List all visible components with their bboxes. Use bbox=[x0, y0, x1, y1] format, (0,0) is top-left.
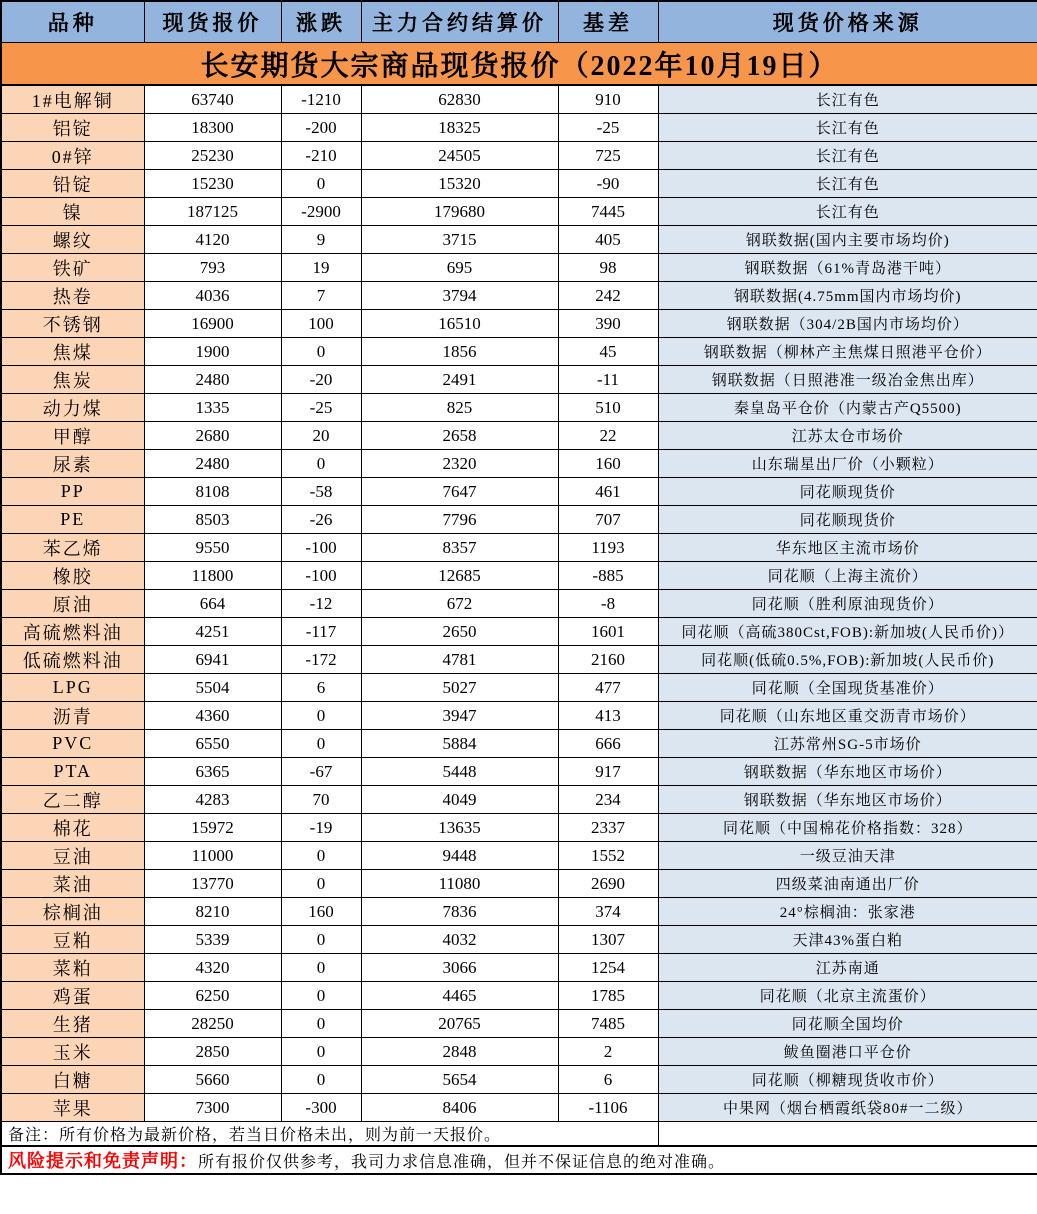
spot-price: 18300 bbox=[144, 114, 281, 142]
settlement-price: 8357 bbox=[361, 534, 558, 562]
spot-price: 4320 bbox=[144, 954, 281, 982]
basis-value: -8 bbox=[558, 590, 658, 618]
price-source: 钢联数据（华东地区市场价） bbox=[658, 758, 1037, 786]
price-change: -200 bbox=[281, 114, 361, 142]
settlement-price: 7836 bbox=[361, 898, 558, 926]
table-row bbox=[1, 590, 1037, 618]
price-source: 同花顺现货价 bbox=[658, 478, 1037, 506]
settlement-price: 5027 bbox=[361, 674, 558, 702]
basis-value: 405 bbox=[558, 226, 658, 254]
table-row bbox=[1, 898, 1037, 926]
spot-price: 8210 bbox=[144, 898, 281, 926]
price-source: 山东瑞星出厂价（小颗粒） bbox=[658, 450, 1037, 478]
table-row bbox=[1, 954, 1037, 982]
price-change: 0 bbox=[281, 1010, 361, 1038]
product-name: 铁矿 bbox=[1, 254, 144, 282]
table-row bbox=[1, 786, 1037, 814]
basis-value: 242 bbox=[558, 282, 658, 310]
table-row bbox=[1, 85, 1037, 114]
spot-price: 5504 bbox=[144, 674, 281, 702]
product-name: 螺纹 bbox=[1, 226, 144, 254]
settlement-price: 24505 bbox=[361, 142, 558, 170]
price-source: 钢联数据（华东地区市场价） bbox=[658, 786, 1037, 814]
price-change: 100 bbox=[281, 310, 361, 338]
basis-value: 6 bbox=[558, 1066, 658, 1094]
column-header-variety: 品种 bbox=[1, 1, 144, 43]
price-change: 0 bbox=[281, 170, 361, 198]
price-change: 0 bbox=[281, 982, 361, 1010]
price-change: 0 bbox=[281, 926, 361, 954]
table-row bbox=[1, 1010, 1037, 1038]
spot-price: 11800 bbox=[144, 562, 281, 590]
settlement-price: 15320 bbox=[361, 170, 558, 198]
price-change: 6 bbox=[281, 674, 361, 702]
basis-value: -11 bbox=[558, 366, 658, 394]
product-name: 菜油 bbox=[1, 870, 144, 898]
product-name: 焦炭 bbox=[1, 366, 144, 394]
spot-price: 16900 bbox=[144, 310, 281, 338]
settlement-price: 825 bbox=[361, 394, 558, 422]
price-change: -67 bbox=[281, 758, 361, 786]
basis-value: 1785 bbox=[558, 982, 658, 1010]
table-row bbox=[1, 338, 1037, 366]
table-body bbox=[1, 85, 1037, 1122]
basis-value: 390 bbox=[558, 310, 658, 338]
spot-price: 6941 bbox=[144, 646, 281, 674]
product-name: 尿素 bbox=[1, 450, 144, 478]
price-source: 钢联数据（柳林产主焦煤日照港平仓价） bbox=[658, 338, 1037, 366]
spot-price: 25230 bbox=[144, 142, 281, 170]
basis-value: 725 bbox=[558, 142, 658, 170]
table-row bbox=[1, 422, 1037, 450]
spot-price: 1900 bbox=[144, 338, 281, 366]
basis-value: 477 bbox=[558, 674, 658, 702]
settlement-price: 5448 bbox=[361, 758, 558, 786]
settlement-price: 2491 bbox=[361, 366, 558, 394]
product-name: 低硫燃料油 bbox=[1, 646, 144, 674]
basis-value: 234 bbox=[558, 786, 658, 814]
settlement-price: 7647 bbox=[361, 478, 558, 506]
price-source: 钢联数据（304/2B国内市场均价） bbox=[658, 310, 1037, 338]
price-source: 长江有色 bbox=[658, 114, 1037, 142]
price-change: 0 bbox=[281, 702, 361, 730]
basis-value: 7485 bbox=[558, 1010, 658, 1038]
product-name: 白糖 bbox=[1, 1066, 144, 1094]
product-name: PE bbox=[1, 506, 144, 534]
disclaimer-text: 所有报价仅供参考，我司力求信息准确，但并不保证信息的绝对准确。 bbox=[198, 1154, 726, 1171]
price-change: -210 bbox=[281, 142, 361, 170]
price-source: 24°棕榈油：张家港 bbox=[658, 898, 1037, 926]
settlement-price: 62830 bbox=[361, 85, 558, 114]
table-row bbox=[1, 926, 1037, 954]
settlement-price: 2848 bbox=[361, 1038, 558, 1066]
spot-price: 4360 bbox=[144, 702, 281, 730]
table-row bbox=[1, 198, 1037, 226]
price-source: 钢联数据（日照港准一级冶金焦出库） bbox=[658, 366, 1037, 394]
price-source: 长江有色 bbox=[658, 170, 1037, 198]
price-source: 同花顺（胜利原油现货价） bbox=[658, 590, 1037, 618]
product-name: 高硫燃料油 bbox=[1, 618, 144, 646]
basis-value: 917 bbox=[558, 758, 658, 786]
price-source: 鲅鱼圈港口平仓价 bbox=[658, 1038, 1037, 1066]
page-title: 长安期货大宗商品现货报价（2022年10月19日） bbox=[1, 43, 1037, 86]
price-change: 70 bbox=[281, 786, 361, 814]
table-row bbox=[1, 758, 1037, 786]
price-source: 同花顺（中国棉花价格指数：328） bbox=[658, 814, 1037, 842]
settlement-price: 3794 bbox=[361, 282, 558, 310]
table-row bbox=[1, 674, 1037, 702]
product-name: 棉花 bbox=[1, 814, 144, 842]
settlement-price: 2320 bbox=[361, 450, 558, 478]
spot-price: 187125 bbox=[144, 198, 281, 226]
settlement-price: 1856 bbox=[361, 338, 558, 366]
price-source: 同花顺（山东地区重交沥青市场价） bbox=[658, 702, 1037, 730]
table-row bbox=[1, 366, 1037, 394]
table-row bbox=[1, 226, 1037, 254]
settlement-price: 20765 bbox=[361, 1010, 558, 1038]
basis-value: 1193 bbox=[558, 534, 658, 562]
spot-price: 28250 bbox=[144, 1010, 281, 1038]
product-name: 菜粕 bbox=[1, 954, 144, 982]
price-source: 天津43%蛋白粕 bbox=[658, 926, 1037, 954]
table-row bbox=[1, 730, 1037, 758]
note-empty-cell bbox=[658, 1122, 1037, 1147]
settlement-price: 8406 bbox=[361, 1094, 558, 1122]
spot-price: 13770 bbox=[144, 870, 281, 898]
table-row bbox=[1, 450, 1037, 478]
title-section bbox=[1, 43, 1037, 86]
spot-price: 2480 bbox=[144, 366, 281, 394]
table-row bbox=[1, 982, 1037, 1010]
settlement-price: 7796 bbox=[361, 506, 558, 534]
price-change: -100 bbox=[281, 562, 361, 590]
price-source: 钢联数据（61%青岛港干吨） bbox=[658, 254, 1037, 282]
title-row bbox=[1, 43, 1037, 86]
product-name: 鸡蛋 bbox=[1, 982, 144, 1010]
basis-value: -1106 bbox=[558, 1094, 658, 1122]
price-source: 钢联数据(国内主要市场均价) bbox=[658, 226, 1037, 254]
product-name: 豆粕 bbox=[1, 926, 144, 954]
product-name: 沥青 bbox=[1, 702, 144, 730]
price-source: 华东地区主流市场价 bbox=[658, 534, 1037, 562]
spot-price: 793 bbox=[144, 254, 281, 282]
table-row bbox=[1, 842, 1037, 870]
price-change: 0 bbox=[281, 1038, 361, 1066]
price-source: 长江有色 bbox=[658, 142, 1037, 170]
basis-value: 2337 bbox=[558, 814, 658, 842]
product-name: 乙二醇 bbox=[1, 786, 144, 814]
product-name: 橡胶 bbox=[1, 562, 144, 590]
price-source: 江苏南通 bbox=[658, 954, 1037, 982]
column-header-spot-price: 现货报价 bbox=[144, 1, 281, 43]
spot-price: 6365 bbox=[144, 758, 281, 786]
spot-price: 6250 bbox=[144, 982, 281, 1010]
product-name: 豆油 bbox=[1, 842, 144, 870]
disclaimer-cell bbox=[1, 1146, 1037, 1174]
disclaimer-row bbox=[1, 1146, 1037, 1174]
product-name: 热卷 bbox=[1, 282, 144, 310]
settlement-price: 16510 bbox=[361, 310, 558, 338]
spot-price: 2850 bbox=[144, 1038, 281, 1066]
price-change: -25 bbox=[281, 394, 361, 422]
product-name: 铅锭 bbox=[1, 170, 144, 198]
price-source: 同花顺(低硫0.5%,FOB):新加坡(人民币价) bbox=[658, 646, 1037, 674]
settlement-price: 13635 bbox=[361, 814, 558, 842]
disclaimer-label: 风险提示和免责声明： bbox=[8, 1151, 198, 1171]
basis-value: 1552 bbox=[558, 842, 658, 870]
settlement-price: 3066 bbox=[361, 954, 558, 982]
settlement-price: 672 bbox=[361, 590, 558, 618]
header-row bbox=[1, 1, 1037, 43]
price-change: -2900 bbox=[281, 198, 361, 226]
product-name: 动力煤 bbox=[1, 394, 144, 422]
spot-price: 4283 bbox=[144, 786, 281, 814]
basis-value: -90 bbox=[558, 170, 658, 198]
basis-value: 160 bbox=[558, 450, 658, 478]
spot-price: 9550 bbox=[144, 534, 281, 562]
price-change: 0 bbox=[281, 954, 361, 982]
basis-value: 461 bbox=[558, 478, 658, 506]
price-change: 19 bbox=[281, 254, 361, 282]
settlement-price: 695 bbox=[361, 254, 558, 282]
price-change: -26 bbox=[281, 506, 361, 534]
basis-value: -885 bbox=[558, 562, 658, 590]
spot-price: 8108 bbox=[144, 478, 281, 506]
spot-price: 5660 bbox=[144, 1066, 281, 1094]
basis-value: 98 bbox=[558, 254, 658, 282]
price-source: 同花顺现货价 bbox=[658, 506, 1037, 534]
product-name: 棕榈油 bbox=[1, 898, 144, 926]
basis-value: 374 bbox=[558, 898, 658, 926]
price-change: -100 bbox=[281, 534, 361, 562]
table-footer bbox=[1, 1122, 1037, 1175]
product-name: 镍 bbox=[1, 198, 144, 226]
settlement-price: 5654 bbox=[361, 1066, 558, 1094]
basis-value: 910 bbox=[558, 85, 658, 114]
settlement-price: 4032 bbox=[361, 926, 558, 954]
price-change: 0 bbox=[281, 1066, 361, 1094]
price-change: 9 bbox=[281, 226, 361, 254]
price-change: 0 bbox=[281, 870, 361, 898]
price-source: 秦皇岛平仓价（内蒙古产Q5500) bbox=[658, 394, 1037, 422]
price-source: 同花顺（柳糖现货收市价） bbox=[658, 1066, 1037, 1094]
spot-price: 11000 bbox=[144, 842, 281, 870]
settlement-price: 4049 bbox=[361, 786, 558, 814]
table-row bbox=[1, 618, 1037, 646]
basis-value: -25 bbox=[558, 114, 658, 142]
spot-price: 63740 bbox=[144, 85, 281, 114]
spot-price: 4251 bbox=[144, 618, 281, 646]
spot-price: 6550 bbox=[144, 730, 281, 758]
table-row bbox=[1, 1066, 1037, 1094]
spot-price: 7300 bbox=[144, 1094, 281, 1122]
basis-value: 510 bbox=[558, 394, 658, 422]
spot-price: 2480 bbox=[144, 450, 281, 478]
price-source: 长江有色 bbox=[658, 85, 1037, 114]
product-name: LPG bbox=[1, 674, 144, 702]
table-row bbox=[1, 870, 1037, 898]
table-header bbox=[1, 1, 1037, 43]
basis-value: 7445 bbox=[558, 198, 658, 226]
price-change: -300 bbox=[281, 1094, 361, 1122]
settlement-price: 18325 bbox=[361, 114, 558, 142]
price-change: 20 bbox=[281, 422, 361, 450]
column-header-change: 涨跌 bbox=[281, 1, 361, 43]
price-change: -12 bbox=[281, 590, 361, 618]
spot-price: 5339 bbox=[144, 926, 281, 954]
price-source: 江苏太仓市场价 bbox=[658, 422, 1037, 450]
table-row bbox=[1, 702, 1037, 730]
settlement-price: 2650 bbox=[361, 618, 558, 646]
settlement-price: 3715 bbox=[361, 226, 558, 254]
price-source: 钢联数据(4.75mm国内市场均价) bbox=[658, 282, 1037, 310]
table-row bbox=[1, 506, 1037, 534]
price-source: 中果网（烟台栖霞纸袋80#一二级） bbox=[658, 1094, 1037, 1122]
table-row bbox=[1, 646, 1037, 674]
table-row bbox=[1, 114, 1037, 142]
product-name: PVC bbox=[1, 730, 144, 758]
price-change: 160 bbox=[281, 898, 361, 926]
basis-value: 2690 bbox=[558, 870, 658, 898]
price-change: 0 bbox=[281, 338, 361, 366]
settlement-price: 4465 bbox=[361, 982, 558, 1010]
product-name: 苯乙烯 bbox=[1, 534, 144, 562]
table-row bbox=[1, 1094, 1037, 1122]
spot-price: 15230 bbox=[144, 170, 281, 198]
price-source: 江苏常州SG-5市场价 bbox=[658, 730, 1037, 758]
table-row bbox=[1, 142, 1037, 170]
note-text: 备注：所有价格为最新价格，若当日价格未出，则为前一天报价。 bbox=[1, 1122, 658, 1147]
price-change: 0 bbox=[281, 450, 361, 478]
basis-value: 22 bbox=[558, 422, 658, 450]
product-name: 不锈钢 bbox=[1, 310, 144, 338]
spot-price: 8503 bbox=[144, 506, 281, 534]
price-change: -20 bbox=[281, 366, 361, 394]
price-source: 一级豆油天津 bbox=[658, 842, 1037, 870]
price-source: 四级菜油南通出厂价 bbox=[658, 870, 1037, 898]
price-change: -1210 bbox=[281, 85, 361, 114]
basis-value: 1307 bbox=[558, 926, 658, 954]
basis-value: 2 bbox=[558, 1038, 658, 1066]
product-name: 0#锌 bbox=[1, 142, 144, 170]
product-name: 苹果 bbox=[1, 1094, 144, 1122]
table-row bbox=[1, 394, 1037, 422]
basis-value: 707 bbox=[558, 506, 658, 534]
price-source: 长江有色 bbox=[658, 198, 1037, 226]
basis-value: 666 bbox=[558, 730, 658, 758]
price-change: -58 bbox=[281, 478, 361, 506]
basis-value: 45 bbox=[558, 338, 658, 366]
spot-price: 4036 bbox=[144, 282, 281, 310]
price-change: 0 bbox=[281, 842, 361, 870]
spot-price: 2680 bbox=[144, 422, 281, 450]
table-row bbox=[1, 254, 1037, 282]
settlement-price: 3947 bbox=[361, 702, 558, 730]
table-row bbox=[1, 814, 1037, 842]
spot-price: 15972 bbox=[144, 814, 281, 842]
column-header-source: 现货价格来源 bbox=[658, 1, 1037, 43]
price-source: 同花顺（全国现货基准价） bbox=[658, 674, 1037, 702]
spot-price: 1335 bbox=[144, 394, 281, 422]
product-name: 生猪 bbox=[1, 1010, 144, 1038]
table-row bbox=[1, 534, 1037, 562]
price-source: 同花顺（北京主流蛋价） bbox=[658, 982, 1037, 1010]
product-name: 焦煤 bbox=[1, 338, 144, 366]
product-name: PTA bbox=[1, 758, 144, 786]
table-row bbox=[1, 478, 1037, 506]
price-change: 0 bbox=[281, 730, 361, 758]
basis-value: 1254 bbox=[558, 954, 658, 982]
price-source: 同花顺（上海主流价） bbox=[658, 562, 1037, 590]
settlement-price: 9448 bbox=[361, 842, 558, 870]
spot-price: 664 bbox=[144, 590, 281, 618]
spot-price: 4120 bbox=[144, 226, 281, 254]
table-row bbox=[1, 562, 1037, 590]
settlement-price: 2658 bbox=[361, 422, 558, 450]
note-row bbox=[1, 1122, 1037, 1147]
price-change: -117 bbox=[281, 618, 361, 646]
table-row bbox=[1, 170, 1037, 198]
price-change: 7 bbox=[281, 282, 361, 310]
product-name: 原油 bbox=[1, 590, 144, 618]
price-change: -172 bbox=[281, 646, 361, 674]
table-row bbox=[1, 310, 1037, 338]
price-change: -19 bbox=[281, 814, 361, 842]
product-name: 1#电解铜 bbox=[1, 85, 144, 114]
settlement-price: 179680 bbox=[361, 198, 558, 226]
basis-value: 1601 bbox=[558, 618, 658, 646]
settlement-price: 5884 bbox=[361, 730, 558, 758]
product-name: PP bbox=[1, 478, 144, 506]
price-source: 同花顺（高硫380Cst,FOB):新加坡(人民币价)） bbox=[658, 618, 1037, 646]
settlement-price: 11080 bbox=[361, 870, 558, 898]
table-row bbox=[1, 282, 1037, 310]
basis-value: 413 bbox=[558, 702, 658, 730]
product-name: 甲醇 bbox=[1, 422, 144, 450]
price-source: 同花顺全国均价 bbox=[658, 1010, 1037, 1038]
product-name: 铝锭 bbox=[1, 114, 144, 142]
column-header-basis: 基差 bbox=[558, 1, 658, 43]
table-row bbox=[1, 1038, 1037, 1066]
settlement-price: 12685 bbox=[361, 562, 558, 590]
column-header-settlement: 主力合约结算价 bbox=[361, 1, 558, 43]
basis-value: 2160 bbox=[558, 646, 658, 674]
settlement-price: 4781 bbox=[361, 646, 558, 674]
product-name: 玉米 bbox=[1, 1038, 144, 1066]
